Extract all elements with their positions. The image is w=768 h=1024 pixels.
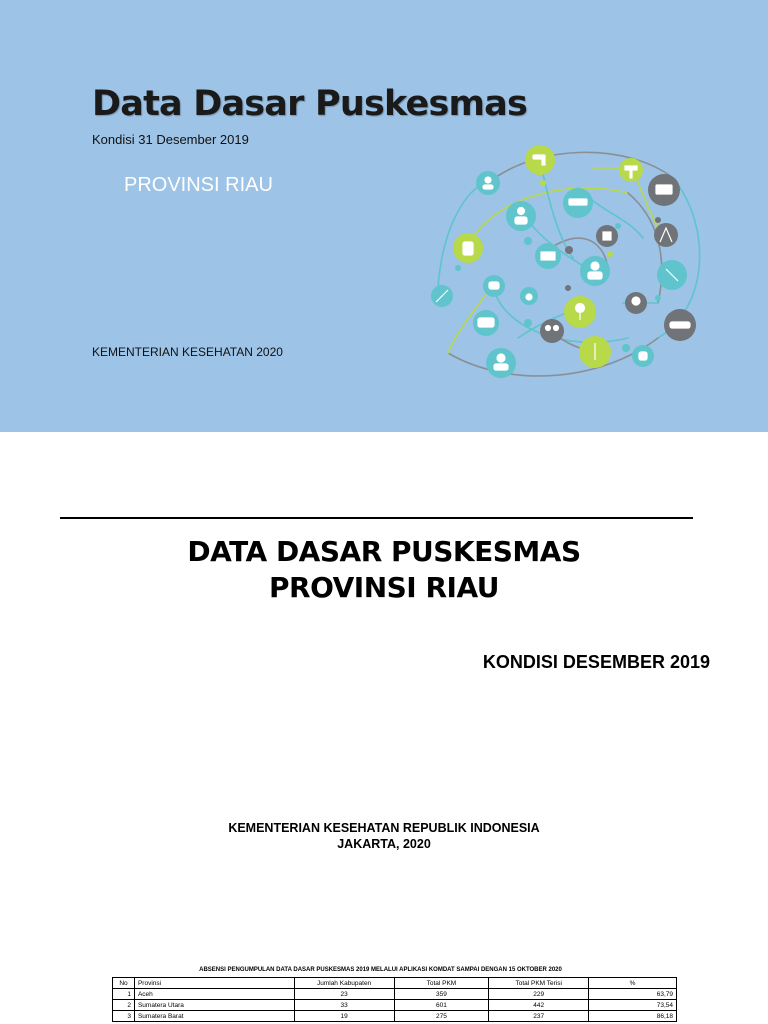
row-provinsi: Aceh xyxy=(134,989,294,1000)
header-jumlah-kabupaten: Jumlah Kabupaten xyxy=(294,978,394,989)
nurse-icon xyxy=(506,201,536,231)
header-total-pkm: Total PKM xyxy=(394,978,489,989)
cover-title: Data Dasar Puskesmas xyxy=(92,84,528,124)
ministry-city-year: JAKARTA, 2020 xyxy=(337,837,431,851)
row-percent: 86,18 xyxy=(589,1011,677,1022)
doctor-icon xyxy=(580,256,610,286)
row-total-pkm-terisi: 237 xyxy=(489,1011,589,1022)
cover-province: PROVINSI RIAU xyxy=(124,174,273,196)
absensi-table xyxy=(112,977,677,1022)
main-title-line-1: DATA DASAR PUSKESMAS xyxy=(187,535,581,568)
header-provinsi: Provinsi xyxy=(134,978,294,989)
table-row xyxy=(113,1000,677,1011)
main-title xyxy=(0,534,768,606)
table-row xyxy=(113,989,677,1000)
row-total-pkm: 601 xyxy=(394,1000,489,1011)
row-total-pkm-terisi: 442 xyxy=(489,1000,589,1011)
ministry-name: KEMENTERIAN KESEHATAN REPUBLIK INDONESIA xyxy=(228,821,540,835)
kondisi-label: KONDISI DESEMBER 2019 xyxy=(482,652,710,672)
row-percent: 63,79 xyxy=(589,989,677,1000)
header-percent: % xyxy=(589,978,677,989)
health-worker-icon xyxy=(486,348,516,378)
row-jumlah-kabupaten: 33 xyxy=(294,1000,394,1011)
table-caption: ABSENSI PENGUMPULAN DATA DASAR PUSKESMAS 2019 MELALUI APLIKASI KOMDAT SAMPAI DENGAN 15 OKTOBER 2020 xyxy=(199,967,562,973)
row-percent: 73,54 xyxy=(589,1000,677,1011)
table-header-row xyxy=(113,978,677,989)
network-nodes xyxy=(431,145,696,378)
family-icon xyxy=(540,319,564,343)
row-no: 2 xyxy=(113,1000,135,1011)
header-total-pkm-terisi: Total PKM Terisi xyxy=(489,978,589,989)
cover-banner xyxy=(0,0,768,432)
ministry-block xyxy=(0,820,768,852)
row-total-pkm: 275 xyxy=(394,1011,489,1022)
tap-icon xyxy=(525,145,555,175)
table-row xyxy=(113,1011,677,1022)
row-jumlah-kabupaten: 23 xyxy=(294,989,394,1000)
main-title-line-2: PROVINSI RIAU xyxy=(268,571,499,604)
horizontal-rule xyxy=(60,517,693,519)
row-no: 1 xyxy=(113,989,135,1000)
header-no: No xyxy=(113,978,135,989)
row-provinsi: Sumatera Barat xyxy=(134,1011,294,1022)
cover-ministry: KEMENTERIAN KESEHATAN 2020 xyxy=(92,345,283,359)
row-jumlah-kabupaten: 19 xyxy=(294,1011,394,1022)
row-total-pkm-terisi: 229 xyxy=(489,989,589,1000)
row-no: 3 xyxy=(113,1011,135,1022)
row-provinsi: Sumatera Utara xyxy=(134,1000,294,1011)
cover-date: Kondisi 31 Desember 2019 xyxy=(92,132,249,147)
row-total-pkm: 359 xyxy=(394,989,489,1000)
health-network-illustration xyxy=(428,138,718,388)
